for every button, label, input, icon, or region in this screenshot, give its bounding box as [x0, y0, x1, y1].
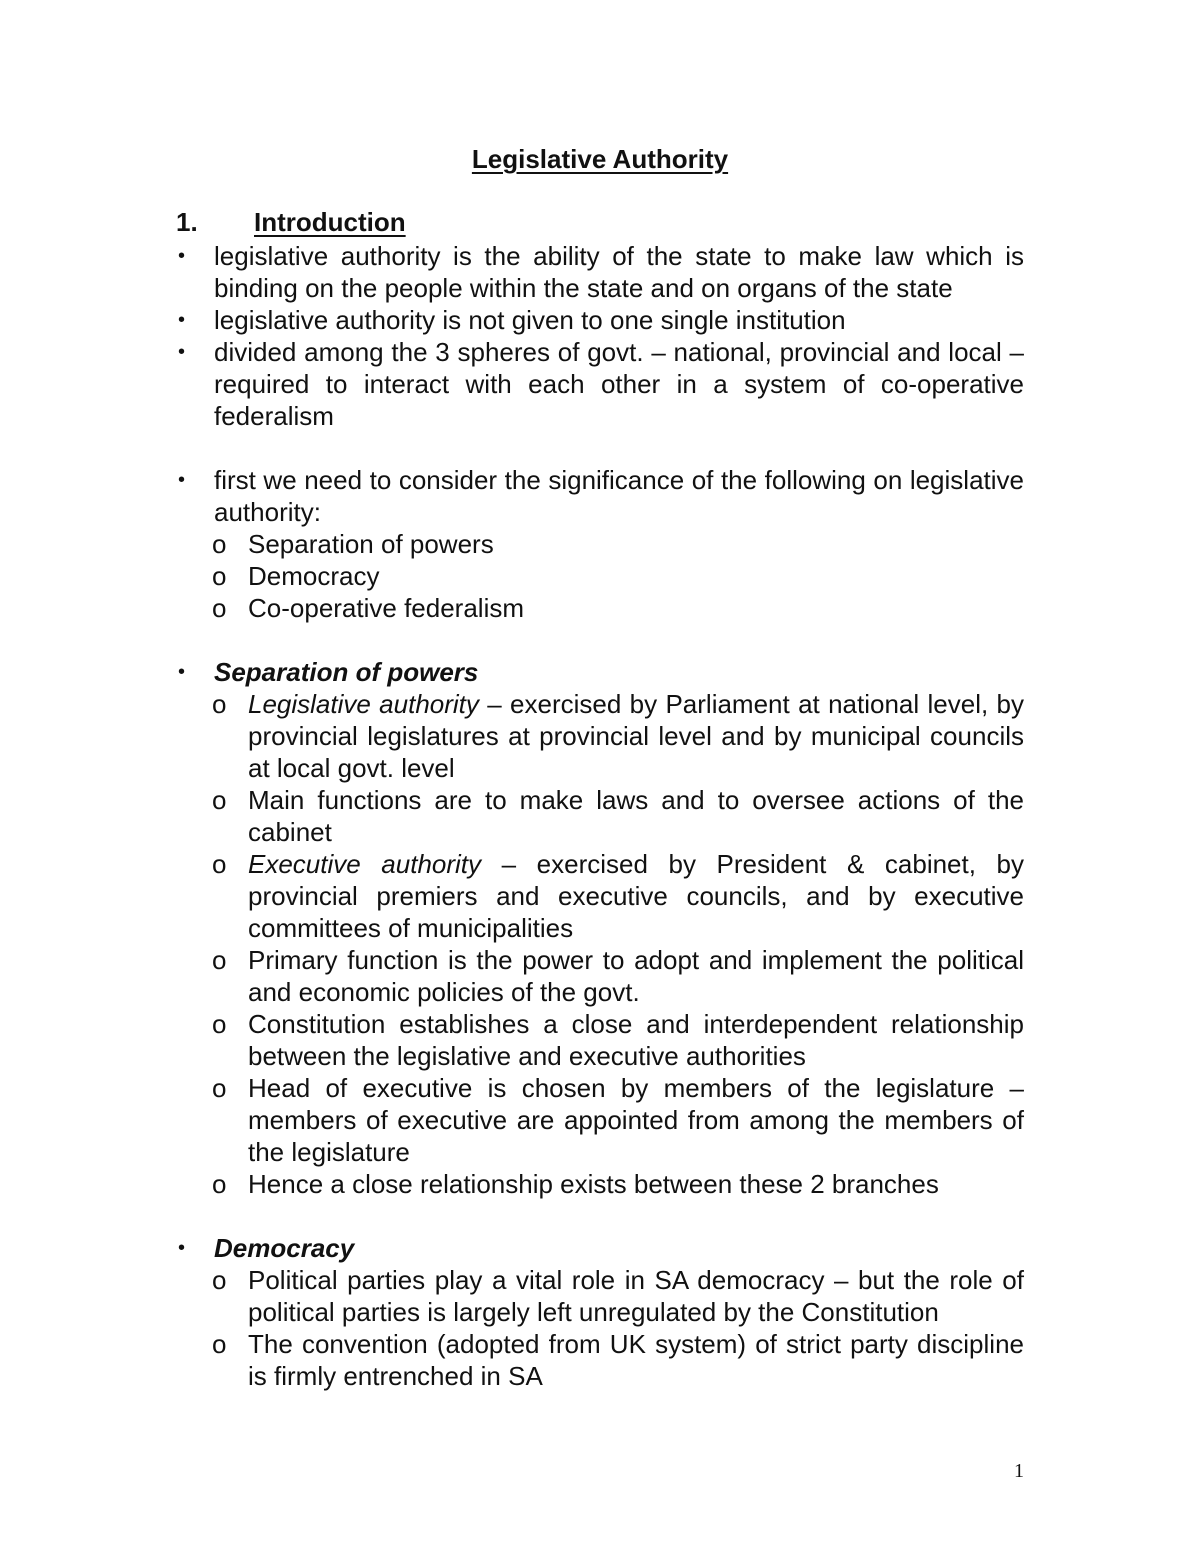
sub-bullet-icon: o: [212, 1329, 227, 1359]
bullet-icon: •: [178, 469, 186, 491]
separation-item-1: [212, 688, 1024, 784]
sub-bullet-text: Constitution establishes a close and interdependent relationship between the legislative and executive authorities: [248, 1009, 1024, 1071]
sub-bullet-text: Separation of powers: [248, 529, 494, 559]
document-body: [176, 204, 1024, 1392]
democracy-item-1: [212, 1264, 1024, 1328]
separation-item-5: [212, 1008, 1024, 1072]
sub-bullet-icon: o: [212, 1009, 227, 1039]
separation-item-7: [212, 1168, 1024, 1200]
sub-bullet-icon: o: [212, 1265, 227, 1295]
sub-bullet-icon: o: [212, 561, 227, 591]
democracy-item-2: [212, 1328, 1024, 1392]
sub-bullet-text: [248, 688, 1024, 784]
sub-bullet-text: Primary function is the power to adopt and implement the political and economic policies of the govt.: [248, 945, 1024, 1007]
sub-bullet-text: Head of executive is chosen by members of the legislature – members of executive are appointed from among the members of the legislature: [248, 1073, 1024, 1167]
sub-bullet-text: Main functions are to make laws and to oversee actions of the cabinet: [248, 785, 1024, 847]
consider-item-3: [212, 592, 1024, 624]
sub-bullet-icon: o: [212, 1073, 227, 1103]
separation-item-2: [212, 784, 1024, 848]
sub-bullet-icon: o: [212, 785, 227, 815]
sub-bullet-icon: o: [212, 593, 227, 623]
separation-item-4: [212, 944, 1024, 1008]
page-number: 1: [1014, 1460, 1024, 1482]
consider-bullet: [176, 464, 1024, 528]
document-title: Legislative Authority: [471, 144, 729, 174]
section-title: Introduction: [254, 207, 406, 237]
subsection-heading: Democracy: [214, 1233, 355, 1263]
section-number: 1.: [176, 207, 198, 237]
term-description: – exercised by Parliament at national level, by provincial legislatures at provincial level and by municipal councils at local govt. level: [248, 689, 1024, 783]
intro-bullet-3: [176, 336, 1024, 432]
bullet-text: legislative authority is not given to one single institution: [214, 305, 846, 335]
section-heading: [176, 204, 1024, 240]
separation-item-3: [212, 848, 1024, 944]
sub-bullet-text: [248, 848, 1024, 944]
term-description: – exercised by President & cabinet, by provincial premiers and executive councils, and by executive committees of municipalities: [248, 849, 1024, 943]
sub-bullet-icon: o: [212, 529, 227, 559]
sub-bullet-icon: o: [212, 945, 227, 975]
bullet-icon: •: [178, 341, 186, 363]
bullet-icon: •: [178, 1237, 186, 1259]
bullet-text: divided among the 3 spheres of govt. – national, provincial and local – required to interact with each other in a system of co-operative federalism: [214, 337, 1024, 431]
sub-bullet-text: Hence a close relationship exists between these 2 branches: [248, 1169, 939, 1199]
sub-bullet-text: The convention (adopted from UK system) of strict party discipline is firmly entrenched in SA: [248, 1329, 1024, 1391]
bullet-text: legislative authority is the ability of the state to make law which is binding on the people within the state and on organs of the state: [214, 241, 1024, 303]
bullet-icon: •: [178, 245, 186, 267]
separation-heading: [176, 656, 1024, 688]
bullet-icon: •: [178, 309, 186, 331]
intro-bullet-1: [176, 240, 1024, 304]
sub-bullet-text: Co-operative federalism: [248, 593, 525, 623]
term-executive-authority: Executive authority: [248, 849, 482, 879]
sub-bullet-text: Democracy: [248, 561, 380, 591]
bullet-text: first we need to consider the significance of the following on legislative authority:: [214, 465, 1024, 527]
spacer: [176, 624, 1024, 656]
sub-bullet-text: Political parties play a vital role in SA democracy – but the role of political parties is largely left unregulated by the Constitution: [248, 1265, 1024, 1327]
spacer: [176, 432, 1024, 464]
democracy-heading: [176, 1232, 1024, 1264]
consider-item-1: [212, 528, 1024, 560]
consider-item-2: [212, 560, 1024, 592]
separation-item-6: [212, 1072, 1024, 1168]
intro-bullet-2: [176, 304, 1024, 336]
term-legislative-authority: Legislative authority: [248, 689, 479, 719]
sub-bullet-icon: o: [212, 849, 227, 879]
bullet-icon: •: [178, 661, 186, 683]
spacer: [176, 1200, 1024, 1232]
sub-bullet-icon: o: [212, 1169, 227, 1199]
subsection-heading: Separation of powers: [214, 657, 479, 687]
sub-bullet-icon: o: [212, 689, 227, 719]
